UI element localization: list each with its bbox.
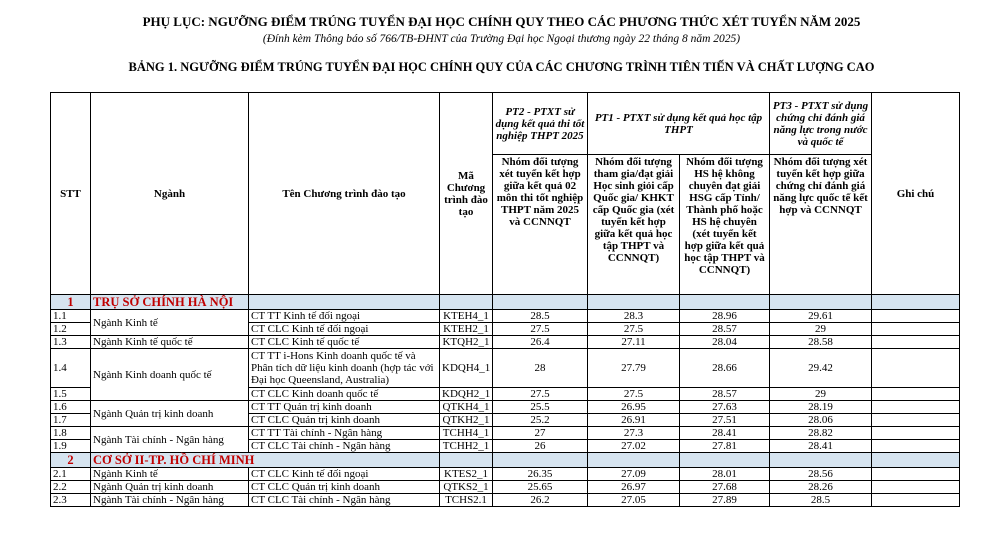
pt1a-cell: 26.95	[588, 401, 680, 414]
section-row	[51, 295, 960, 310]
program-cell: CT CLC Kinh doanh quốc tế	[249, 388, 440, 401]
pt1a-cell: 27.3	[588, 427, 680, 440]
code-cell: KDQH2_1	[440, 388, 493, 401]
stt-cell: 1.4	[51, 349, 91, 388]
stt-cell: 1.2	[51, 323, 91, 336]
pt1a-cell: 26.91	[588, 414, 680, 427]
appendix-title: PHỤ LỤC: NGƯỠNG ĐIỂM TRÚNG TUYỂN ĐẠI HỌC CHÍNH QUY THEO CÁC PHƯƠNG THỨC XÉT TUYỂN NĂM 2025	[142, 14, 861, 29]
pt1b-cell: 28.57	[680, 388, 770, 401]
stt-cell: 1.1	[51, 310, 91, 323]
pt2-cell: 26.4	[493, 336, 588, 349]
section-row	[51, 453, 960, 468]
note-cell	[872, 349, 960, 388]
pt1a-cell: 27.09	[588, 468, 680, 481]
pt1b-cell: 28.41	[680, 427, 770, 440]
pt1a-cell: 27.79	[588, 349, 680, 388]
pt1b-cell: 27.89	[680, 494, 770, 507]
pt3-cell: 29.61	[770, 310, 872, 323]
program-cell: CT CLC Tài chính - Ngân hàng	[249, 440, 440, 453]
note-cell	[872, 388, 960, 401]
code-cell: KTQH2_1	[440, 336, 493, 349]
program-cell: CT CLC Quản trị kinh doanh	[249, 481, 440, 494]
table-row	[51, 427, 960, 440]
pt3-cell: 28.19	[770, 401, 872, 414]
pt3-cell: 29	[770, 323, 872, 336]
pt2-cell: 27	[493, 427, 588, 440]
stt-cell: 1.6	[51, 401, 91, 414]
note-cell	[872, 336, 960, 349]
stt-cell: 1.7	[51, 414, 91, 427]
pt1a-cell: 28.3	[588, 310, 680, 323]
pt1b-cell: 27.68	[680, 481, 770, 494]
program-cell: CT CLC Kinh tế quốc tế	[249, 336, 440, 349]
program-cell: CT TT Kinh tế đối ngoại	[249, 310, 440, 323]
header-pt2: PT2 - PTXT sử dụng kết quả thi tốt nghiệp THPT 2025	[493, 93, 588, 155]
pt2-cell: 28.5	[493, 310, 588, 323]
code-cell: QTKH4_1	[440, 401, 493, 414]
header-pt3: PT3 - PTXT sử dụng chứng chỉ đánh giá năng lực trong nước và quốc tế	[770, 93, 872, 155]
program-cell: CT CLC Kinh tế đối ngoại	[249, 468, 440, 481]
note-cell	[872, 414, 960, 427]
code-cell: KDQH4_1	[440, 349, 493, 388]
header-code: Mã Chương trình đào tạo	[440, 93, 493, 295]
pt1a-cell: 26.97	[588, 481, 680, 494]
header-sub-pt2: Nhóm đối tượng xét tuyển kết hợp giữa kết quả 02 môn thi tốt nghiệp THPT năm 2025 và CCNNQT	[493, 155, 588, 295]
pt1b-cell: 28.96	[680, 310, 770, 323]
pt1b-cell: 28.04	[680, 336, 770, 349]
stt-cell: 1.9	[51, 440, 91, 453]
pt1b-cell: 28.57	[680, 323, 770, 336]
code-cell: KTES2_1	[440, 468, 493, 481]
code-cell: TCHH2_1	[440, 440, 493, 453]
nganh-cell: Ngành Kinh tế	[91, 468, 249, 481]
program-cell: CT CLC Kinh tế đối ngoại	[249, 323, 440, 336]
stt-cell: 1.3	[51, 336, 91, 349]
table-row	[51, 468, 960, 481]
header-sub-pt3: Nhóm đối tượng xét tuyển kết hợp giữa chứng chỉ đánh giá năng lực quốc tế kết hợp và CCNNQT	[770, 155, 872, 295]
table-row	[51, 349, 960, 388]
header-pt1: PT1 - PTXT sử dụng kết quả học tập THPT	[588, 93, 770, 155]
nganh-cell: Ngành Kinh tế quốc tế	[91, 336, 249, 349]
program-cell: CT CLC Quản trị kinh doanh	[249, 414, 440, 427]
stt-cell: 2.2	[51, 481, 91, 494]
code-cell: QTKS2_1	[440, 481, 493, 494]
table-row	[51, 401, 960, 414]
pt2-cell: 26	[493, 440, 588, 453]
table-row	[51, 481, 960, 494]
note-cell	[872, 494, 960, 507]
pt1b-cell: 28.01	[680, 468, 770, 481]
note-cell	[872, 468, 960, 481]
pt2-cell: 26.35	[493, 468, 588, 481]
header-nganh: Ngành	[91, 93, 249, 295]
code-cell: KTEH2_1	[440, 323, 493, 336]
nganh-cell: Ngành Quản trị kinh doanh	[91, 401, 249, 427]
pt3-cell: 29	[770, 388, 872, 401]
pt3-cell: 29.42	[770, 349, 872, 388]
pt2-cell: 27.5	[493, 323, 588, 336]
table-title: BẢNG 1. NGƯỠNG ĐIỂM TRÚNG TUYỂN ĐẠI HỌC CHÍNH QUY CỦA CÁC CHƯƠNG TRÌNH TIÊN TIẾN VÀ CHẤT LƯỢNG CAO	[128, 60, 875, 74]
pt2-cell: 26.2	[493, 494, 588, 507]
pt1b-cell: 27.63	[680, 401, 770, 414]
pt3-cell: 28.41	[770, 440, 872, 453]
pt1a-cell: 27.11	[588, 336, 680, 349]
admission-score-table	[50, 92, 960, 507]
pt1a-cell: 27.5	[588, 388, 680, 401]
pt3-cell: 28.58	[770, 336, 872, 349]
pt2-cell: 25.5	[493, 401, 588, 414]
table-row	[51, 310, 960, 323]
pt1a-cell: 27.02	[588, 440, 680, 453]
pt3-cell: 28.5	[770, 494, 872, 507]
header-sub-pt1-national: Nhóm đối tượng tham gia/đạt giải Học sinh giỏi cấp Quốc gia/ KHKT cấp Quốc gia (xét tuyển kết hợp giữa kết quả học tập THPT và CCNNQT)	[588, 155, 680, 295]
pt3-cell: 28.06	[770, 414, 872, 427]
nganh-cell: Ngành Tài chính - Ngân hàng	[91, 494, 249, 507]
note-cell	[872, 440, 960, 453]
code-cell: QTKH2_1	[440, 414, 493, 427]
pt2-cell: 25.65	[493, 481, 588, 494]
nganh-cell: Ngành Kinh tế	[91, 310, 249, 336]
table-row	[51, 336, 960, 349]
note-cell	[872, 427, 960, 440]
section-number: 1	[51, 295, 91, 310]
stt-cell: 2.3	[51, 494, 91, 507]
nganh-cell: Ngành Kinh doanh quốc tế	[91, 349, 249, 401]
header-sub-pt1-provincial: Nhóm đối tượng HS hệ không chuyên đạt giải HSG cấp Tỉnh/ Thành phố hoặc HS hệ chuyên (xét tuyển kết hợp giữa kết quả học tập THPT và CCNNQT)	[680, 155, 770, 295]
program-cell: CT TT Tài chính - Ngân hàng	[249, 427, 440, 440]
pt2-cell: 28	[493, 349, 588, 388]
header-program: Tên Chương trình đào tạo	[249, 93, 440, 295]
pt3-cell: 28.56	[770, 468, 872, 481]
nganh-cell: Ngành Tài chính - Ngân hàng	[91, 427, 249, 453]
note-cell	[872, 481, 960, 494]
section-name: TRỤ SỞ CHÍNH HÀ NỘI	[91, 295, 249, 310]
table-row	[51, 494, 960, 507]
pt1a-cell: 27.05	[588, 494, 680, 507]
code-cell: KTEH4_1	[440, 310, 493, 323]
pt2-cell: 27.5	[493, 388, 588, 401]
pt1b-cell: 27.51	[680, 414, 770, 427]
program-cell: CT TT Quản trị kinh doanh	[249, 401, 440, 414]
pt1b-cell: 27.81	[680, 440, 770, 453]
program-cell: CT CLC Tài chính - Ngân hàng	[249, 494, 440, 507]
header-note: Ghi chú	[872, 93, 960, 295]
stt-cell: 2.1	[51, 468, 91, 481]
nganh-cell: Ngành Quản trị kinh doanh	[91, 481, 249, 494]
stt-cell: 1.5	[51, 388, 91, 401]
note-cell	[872, 310, 960, 323]
code-cell: TCHS2.1	[440, 494, 493, 507]
pt3-cell: 28.26	[770, 481, 872, 494]
pt1a-cell: 27.5	[588, 323, 680, 336]
program-cell: CT TT i-Hons Kinh doanh quốc tế và Phân tích dữ liệu kinh doanh (hợp tác với Đại học Queensland, Australia)	[249, 349, 440, 388]
code-cell: TCHH4_1	[440, 427, 493, 440]
note-cell	[872, 323, 960, 336]
note-cell	[872, 401, 960, 414]
pt3-cell: 28.82	[770, 427, 872, 440]
section-name: CƠ SỞ II-TP. HỒ CHÍ MINH	[91, 453, 440, 468]
appendix-subtitle: (Đính kèm Thông báo số 766/TB-ĐHNT của Trường Đại học Ngoại thương ngày 22 tháng 8 năm 2025)	[262, 33, 741, 45]
pt1b-cell: 28.66	[680, 349, 770, 388]
stt-cell: 1.8	[51, 427, 91, 440]
header-stt: STT	[51, 93, 91, 295]
section-number: 2	[51, 453, 91, 468]
pt2-cell: 25.2	[493, 414, 588, 427]
